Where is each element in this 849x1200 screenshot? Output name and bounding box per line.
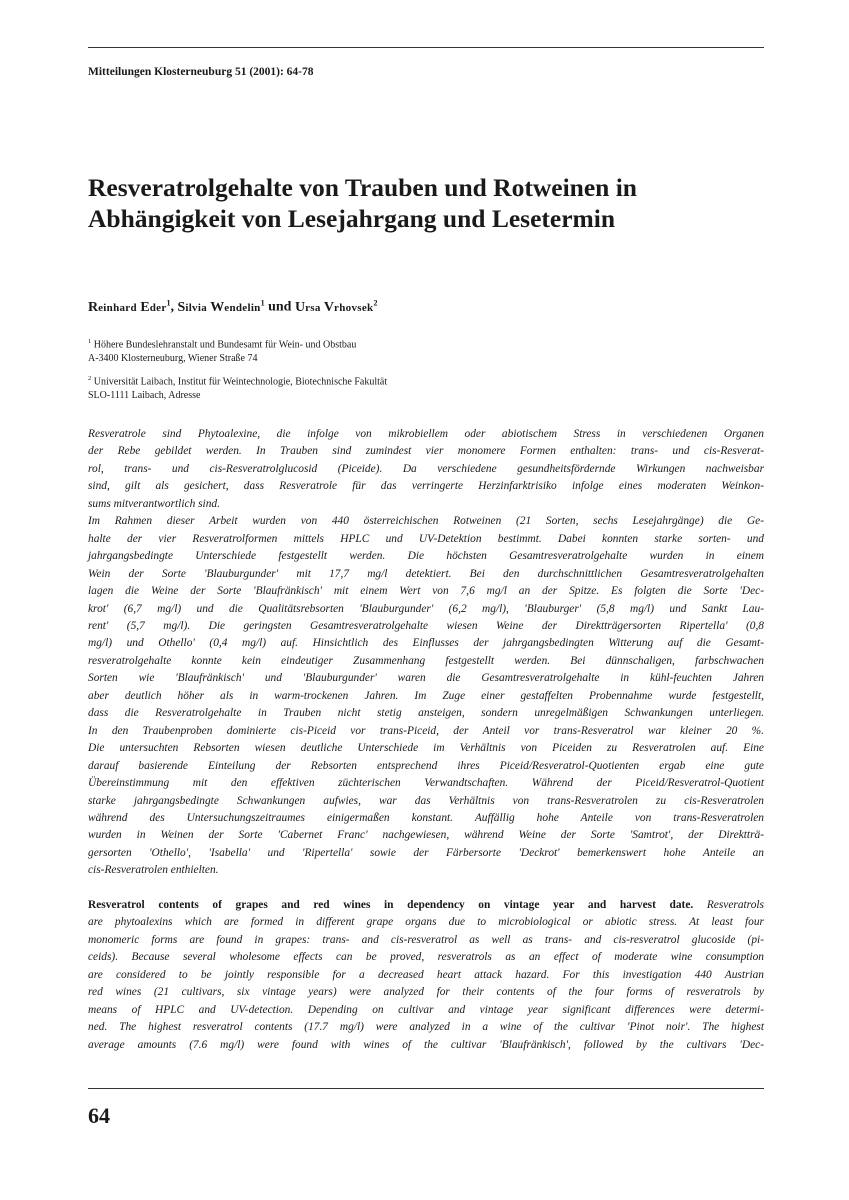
abstract-line: sind, gilt als gesichert, dass Resveratrole für das verringerte Herzinfarktrisiko infolge eines moderaten Weinkon- <box>88 480 764 493</box>
abstract-line: Resveratrol contents of grapes and red wines in dependency on vintage year and harvest date. Resveratrols <box>88 899 764 911</box>
author-3: Ursa Vrhovsek$^2$ <box>294 298 378 315</box>
title-line: Abhängigkeit von Lesejahrgang und Lesetermin <box>88 204 616 233</box>
abstract-line: resveratrolgehalte konnte kein eindeutiger Zusammenhang festgestellt werden. Bei dünnschaligen, farbschwachen <box>88 654 764 667</box>
title-line: Resveratrolgehalte von Trauben und Rotweinen in <box>88 173 637 202</box>
top-rule <box>88 47 764 48</box>
abstract-line: Im Rahmen dieser Arbeit wurden von 440 österreichischen Rotweinen (21 Sorten, sechs Lesejahrgänge) die Ge- <box>88 515 764 528</box>
abstract-line: aber deutlich höher als in warm-trockenen Jahren. Im Zuge einer gestaffelten Probennahme wurde festgestellt, <box>88 689 764 702</box>
abstract-line: Übereinstimmung mit den effektiven züchterischen Verwandtschaften. Während der Piceid/Resveratrol-Quotient <box>88 777 764 790</box>
abstract-line: lagen die Weine der Sorte 'Blaufränkisch' mit einem Wert von 7,6 mg/l an der Spitze. Es folgten die Sorte 'Dec- <box>88 585 764 598</box>
author-list: Reinhard Eder$^1$, Silvia Wendelin$^1$ und Ursa Vrhovsek$^2$ <box>88 298 378 315</box>
abstract-line: red wines (21 cultivars, six vintage years) were analyzed for their contents of the four forms of resveratrols by <box>88 986 764 999</box>
abstract-english-heading: Resveratrol contents of grapes and red wines in dependency on vintage year and harvest date. <box>88 899 694 911</box>
abstract-line: dass die Resveratrolgehalte in Trauben nicht stetig ansteigen, sondern unregelmäßigen Schwankungen unterliegen. <box>88 707 764 720</box>
abstract-line: jahrgangsbedingte Unterschiede festgestellt werden. Die höchsten Gesamtresveratrolgehalte wurden in einem <box>88 550 764 563</box>
abstract-line: sums mitverantwortlich sind. <box>88 497 220 510</box>
abstract-line: ceids). Because several wholesome effects can be proved, resveratrols as an effect of moderate wine consumption <box>88 951 764 964</box>
abstract-line: starke jahrgangsbedingte Schwankungen aufwies, war das Verhältnis von trans-Resveratrolen zu cis-Resveratrolen <box>88 794 764 807</box>
author-conjunction: und <box>268 299 292 315</box>
article-title <box>88 172 778 234</box>
author-2: Silvia Wendelin$^1$ <box>177 298 265 315</box>
abstract-line: In den Traubenproben dominierte cis-Piceid vor trans-Piceid, der Anteil vor trans-Resveratrol war kleiner 20 %. <box>88 724 764 737</box>
abstract-english <box>88 897 764 1054</box>
abstract-line: cis-Resveratrolen enthielten. <box>88 864 219 877</box>
abstract-line: means of HPLC and UV-detection. Depending on cultivar and vintage year significant differences were determi- <box>88 1003 764 1016</box>
abstract-line: are considered to be jointly responsible for a decreased heart attack hazard. For this investigation 440 Austrian <box>88 968 764 981</box>
abstract-line: krot' (6,7 mg/l) und die Qualitätsrebsorten 'Blauburgunder' (6,2 mg/l), 'Blauburger' (5,8 mg/l) und Sankt Lau- <box>88 602 764 615</box>
abstract-line: der Rebe gebildet werden. In Trauben sind zumindest vier monomere Formen enthalten: trans- und cis-Resverat- <box>88 445 764 458</box>
abstract-line: monomeric forms are found in grapes: trans- and cis-resveratrol as well as trans- and cis-resveratrol glucoside (pi- <box>88 933 764 946</box>
abstract-line: average amounts (7.6 mg/l) were found with wines of the cultivar 'Blaufränkisch', followed by the cultivars 'Dec- <box>88 1038 764 1051</box>
abstract-line: rol, trans- und cis-Resveratrolglucosid (Piceide). Da verschiedene gesundheitsfördernde Wirkungen nachweisbar <box>88 462 764 475</box>
abstract-line: Wein der Sorte 'Blauburgunder' mit 17,7 mg/l detektiert. Bei den durchschnittlichen Gesamtresveratrolgehalten <box>88 567 764 580</box>
bottom-rule <box>88 1088 764 1089</box>
abstract-line: rent' (5,7 mg/l). Die geringsten Gesamtresveratrolgehalte wiesen Weine der Direktträgersorten Ripertella' (0,8 <box>88 619 764 632</box>
affiliation-1: $^1$ Höhere Bundeslehranstalt und Bundesamt für Wein- und Obstbau A-3400 Klosterneuburg, Wiener Straße 74 <box>88 338 357 365</box>
abstract-german <box>88 426 764 880</box>
abstract-line: gersorten 'Othello', 'Isabella' und 'Ripertella' sowie der Färbersorte 'Deckrot' bemerkenswert hohe Anteile an <box>88 846 764 859</box>
journal-citation: Mitteilungen Klosterneuburg 51 (2001): 64-78 <box>88 66 314 78</box>
author-1: Reinhard Eder$^1$ <box>88 298 171 315</box>
affiliation-2: $^2$ Universität Laibach, Institut für Weintechnologie, Biotechnische Fakultät SLO-1111 Laibach, Adresse <box>88 375 388 402</box>
abstract-line: ned. The highest resveratrol contents (17.7 mg/l) were analyzed in a wine of the cultivar 'Pinot noir'. The highest <box>88 1021 764 1034</box>
abstract-line: are phytoalexins which are formed in different grape organs due to microbiological or abiotic stress. At least four <box>88 916 764 929</box>
page-number: 64 <box>88 1103 110 1128</box>
abstract-line: während des Untersuchungszeitraumes einigermaßen konstant. Auffällig hohe Anteile von trans-Resveratrolen <box>88 811 764 824</box>
abstract-line: halte der vier Resveratrolformen mittels HPLC und UV-Detektion bestimmt. Dabei konnten starke sorten- und <box>88 532 764 545</box>
abstract-line: Resveratrole sind Phytoalexine, die infolge von mikrobiellem oder abiotischem Stress in verschiedenen Organen <box>88 428 764 440</box>
abstract-line: wurden in Weinen der Sorte 'Cabernet Franc' nachgewiesen, während Weine der Sorte 'Samtrot', der Direktträ- <box>88 829 764 842</box>
abstract-line: mg/l) und Othello' (0,4 mg/l) auf. Hinsichtlich des Einflusses der jahrgangsbedingten Witterung auf die Gesamt- <box>88 637 764 650</box>
abstract-line: Sorten wie 'Blaufränkisch' und 'Blauburgunder' waren die Gesamtresveratrolgehalte in kühl-feuchten Jahren <box>88 672 764 685</box>
abstract-line: Die untersuchten Rebsorten wiesen deutliche Unterschiede im Verhältnis von Piceiden zu Resveratrolen auf. Eine <box>88 742 764 755</box>
abstract-line: darauf basierende Einteilung der Rebsorten entsprechend ihres Piceid/Resveratrol-Quotienten ergab eine gute <box>88 759 764 772</box>
